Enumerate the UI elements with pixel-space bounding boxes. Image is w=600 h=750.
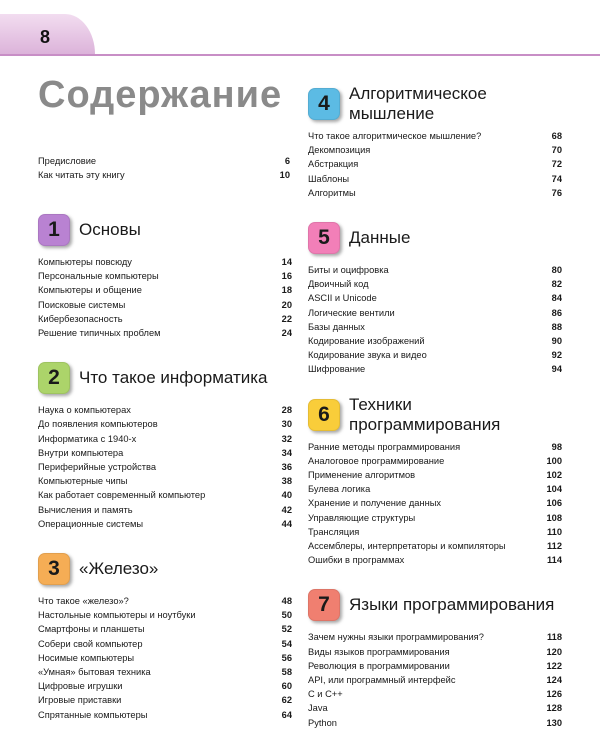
- toc-entry-label: Решение типичных проблем: [38, 328, 161, 339]
- toc-entry-page: 74: [551, 173, 562, 184]
- toc-entry-label: API, или программный интерфейс: [308, 675, 456, 686]
- toc-entry-page: 128: [546, 703, 562, 714]
- toc-entry-page: 32: [281, 433, 292, 444]
- toc-entry-label: Декомпозиция: [308, 145, 371, 156]
- toc-entry[interactable]: [308, 320, 562, 334]
- section-title: Что такое информатика: [79, 368, 268, 388]
- toc-entry-label: Виды языков программирования: [308, 646, 450, 657]
- toc-entry-label: Шифрование: [308, 364, 366, 375]
- toc-entry[interactable]: [308, 701, 562, 715]
- section-5: [308, 220, 562, 377]
- toc-entry-label: Наука о компьютерах: [38, 405, 131, 416]
- toc-entry[interactable]: [38, 269, 292, 283]
- toc-entry-page: 120: [546, 646, 562, 657]
- toc-entry-label: Цифровые игрушки: [38, 681, 123, 692]
- toc-entry-label: Java: [308, 703, 328, 714]
- toc-entry[interactable]: [308, 553, 562, 567]
- toc-entry-label: Ассемблеры, интерпретаторы и компиляторы: [308, 541, 506, 552]
- toc-entry-label: Вычисления и память: [38, 504, 133, 515]
- toc-entry[interactable]: [308, 129, 562, 143]
- toc-entry-label: Ошибки в программах: [308, 555, 405, 566]
- toc-entry[interactable]: [308, 525, 562, 539]
- toc-entry-label: Шаблоны: [308, 173, 350, 184]
- toc-entry-label: Аналоговое программирование: [308, 455, 445, 466]
- toc-entry-page: 14: [281, 257, 292, 267]
- toc-entry-page: 98: [551, 441, 562, 452]
- toc-entry[interactable]: [38, 326, 292, 340]
- toc-entry[interactable]: [308, 263, 562, 277]
- left-column: [38, 212, 292, 722]
- toc-entry-label: Спрятанные компьютеры: [38, 709, 148, 720]
- section-header[interactable]: [38, 551, 292, 587]
- toc-entry[interactable]: [38, 283, 292, 297]
- toc-entry-label: Двоичный код: [308, 279, 369, 290]
- toc-entry-page: 102: [546, 470, 562, 481]
- toc-entry-label: ASCII и Unicode: [308, 293, 377, 304]
- toc-entry[interactable]: [308, 172, 562, 186]
- toc-entry-label: Что такое алгоритмическое мышление?: [308, 131, 482, 141]
- toc-entry[interactable]: [38, 312, 292, 326]
- toc-entry-label: Python: [308, 717, 337, 728]
- toc-entry-label: Операционные системы: [38, 518, 144, 529]
- toc-entry-page: 82: [551, 279, 562, 290]
- toc-entry-label: «Умная» бытовая техника: [38, 667, 151, 678]
- toc-entry-page: 34: [281, 447, 292, 458]
- toc-entry-label: До появления компьютеров: [38, 419, 158, 430]
- toc-entry[interactable]: [38, 403, 292, 417]
- toc-entry-page: 6: [284, 156, 290, 166]
- toc-entry[interactable]: [38, 255, 292, 269]
- toc-entry-label: Ранние методы программирования: [308, 441, 461, 452]
- section-header[interactable]: [38, 212, 292, 248]
- toc-entry[interactable]: [308, 440, 562, 454]
- toc-entry-label: Биты и оцифровка: [308, 265, 389, 276]
- toc-entry-label: Компьютеры и общение: [38, 285, 142, 296]
- toc-entry-page: 100: [546, 455, 562, 466]
- toc-entry[interactable]: [308, 186, 562, 200]
- toc-entry-page: 56: [281, 652, 292, 663]
- toc-entry-label: Управляющие структуры: [308, 512, 416, 523]
- section-title: «Железо»: [79, 559, 159, 579]
- section-number-badge: 2: [38, 362, 70, 394]
- toc-entry[interactable]: [308, 277, 562, 291]
- toc-entry-page: 58: [281, 667, 292, 678]
- intro-list: [38, 154, 290, 182]
- toc-entry-label: Что такое «железо»?: [38, 596, 129, 607]
- section-1: [38, 212, 292, 340]
- section-title: Данные: [349, 228, 411, 248]
- toc-entry-page: 48: [281, 596, 292, 607]
- toc-entry-page: 130: [546, 717, 562, 728]
- toc-entry[interactable]: [38, 622, 292, 636]
- section-title: Языки программирования: [349, 595, 555, 615]
- section-number-badge: 4: [308, 88, 340, 120]
- toc-entry[interactable]: [308, 630, 562, 644]
- section-title: Техники программирования: [349, 394, 501, 434]
- toc-entry-label: Как работает современный компьютер: [38, 490, 206, 501]
- toc-entry-page: 110: [547, 526, 562, 537]
- toc-entry-page: 50: [281, 610, 292, 621]
- toc-entry-label: Собери свой компьютер: [38, 638, 143, 649]
- toc-entry-page: 36: [281, 462, 292, 473]
- section-4: [308, 86, 562, 200]
- toc-entry-label: Предисловие: [38, 156, 97, 166]
- toc-entry-page: 24: [281, 328, 292, 339]
- toc-entry-page: 68: [551, 131, 562, 141]
- toc-entry-label: Базы данных: [308, 321, 365, 332]
- toc-entry-label: Внутри компьютера: [38, 447, 124, 458]
- toc-entry-page: 18: [281, 285, 292, 296]
- toc-entry-label: Применение алгоритмов: [308, 470, 416, 481]
- section-number-badge: 7: [308, 589, 340, 621]
- toc-entry[interactable]: [308, 362, 562, 376]
- toc-entry[interactable]: [308, 348, 562, 362]
- toc-entry[interactable]: [38, 298, 292, 312]
- toc-entry-label: Смартфоны и планшеты: [38, 624, 145, 635]
- toc-entry[interactable]: [38, 474, 292, 488]
- toc-entry-page: 60: [281, 681, 292, 692]
- toc-entry-page: 114: [547, 555, 562, 566]
- toc-entry-label: Персональные компьютеры: [38, 271, 159, 282]
- toc-entry-page: 122: [546, 660, 562, 671]
- toc-entry-page: 88: [551, 321, 562, 332]
- toc-entry[interactable]: [308, 143, 562, 157]
- toc-entry-label: Настольные компьютеры и ноутбуки: [38, 610, 196, 621]
- toc-entry-page: 108: [546, 512, 562, 523]
- toc-entry-page: 90: [551, 336, 562, 347]
- toc-entry-label: Информатика с 1940-х: [38, 433, 137, 444]
- toc-entry-page: 94: [551, 364, 562, 375]
- toc-entry-page: 10: [279, 170, 290, 181]
- toc-entry-label: Кодирование звука и видео: [308, 350, 427, 361]
- toc-entry-page: 52: [281, 624, 292, 635]
- toc-entry-label: Зачем нужны языки программирования?: [308, 632, 484, 643]
- toc-entry-label: Кибербезопасность: [38, 313, 123, 324]
- toc-entry-label: Логические вентили: [308, 307, 395, 318]
- toc-entry[interactable]: [38, 679, 292, 693]
- toc-entry-page: 124: [546, 675, 562, 686]
- toc-entry-label: Кодирование изображений: [308, 336, 425, 347]
- toc-entry-page: 104: [546, 484, 562, 495]
- toc-entry[interactable]: [308, 482, 562, 496]
- toc-entry[interactable]: [308, 645, 562, 659]
- section-number-badge: 3: [38, 553, 70, 585]
- toc-entry[interactable]: [308, 454, 562, 468]
- toc-entry[interactable]: [38, 432, 292, 446]
- toc-entry[interactable]: [308, 511, 562, 525]
- toc-entry[interactable]: [38, 488, 292, 502]
- toc-entry-page: 84: [551, 293, 562, 304]
- toc-entry[interactable]: [308, 673, 562, 687]
- toc-entry[interactable]: [38, 651, 292, 665]
- toc-entry[interactable]: [308, 687, 562, 701]
- toc-entry-label: Трансляция: [308, 526, 360, 537]
- toc-entry[interactable]: [38, 693, 292, 707]
- toc-entry[interactable]: [38, 460, 292, 474]
- section-title: Основы: [79, 220, 141, 239]
- toc-entry-label: Компьютеры повсюду: [38, 257, 132, 267]
- toc-entry-page: 28: [281, 405, 292, 416]
- right-column: [308, 86, 562, 730]
- toc-entry[interactable]: [38, 637, 292, 651]
- toc-entry-label: Революция в программировании: [308, 660, 450, 671]
- toc-entry-page: 106: [546, 498, 562, 509]
- section-7: [308, 587, 562, 729]
- toc-entry-page: 54: [281, 638, 292, 649]
- toc-entry-label: Периферийные устройства: [38, 462, 157, 473]
- toc-entry-page: 44: [281, 518, 292, 529]
- toc-entry-label: Абстракция: [308, 159, 359, 170]
- toc-entry-page: 86: [551, 307, 562, 318]
- section-number-badge: 5: [308, 222, 340, 254]
- toc-entry[interactable]: [38, 708, 292, 722]
- toc-entry[interactable]: [308, 334, 562, 348]
- toc-entry-label: Носимые компьютеры: [38, 652, 135, 663]
- section-header[interactable]: [308, 394, 562, 434]
- header-rule: [0, 54, 600, 56]
- section-number-badge: 6: [308, 399, 340, 431]
- toc-entry-label: Поисковые системы: [38, 299, 126, 310]
- section-title: Алгоритмическое мышление: [349, 84, 487, 123]
- section-header[interactable]: [38, 360, 292, 396]
- toc-entry-page: 62: [281, 695, 292, 706]
- toc-entry-page: 80: [551, 265, 562, 276]
- toc-entry[interactable]: [308, 716, 562, 730]
- toc-entry[interactable]: [308, 306, 562, 320]
- toc-entry-page: 118: [547, 632, 562, 643]
- toc-entry[interactable]: [38, 608, 292, 622]
- toc-entry[interactable]: [308, 291, 562, 305]
- toc-entry-page: 20: [281, 299, 292, 310]
- toc-entry-label: Хранение и получение данных: [308, 498, 442, 509]
- toc-entry[interactable]: [38, 417, 292, 431]
- page-number: 8: [40, 27, 51, 47]
- section-header[interactable]: [308, 587, 562, 623]
- toc-entry-label: Алгоритмы: [308, 187, 356, 198]
- toc-entry[interactable]: [38, 503, 292, 517]
- toc-entry[interactable]: [308, 468, 562, 482]
- toc-entry-page: 22: [281, 313, 292, 324]
- section-3: [38, 551, 292, 722]
- toc-entry-label: Компьютерные чипы: [38, 476, 128, 487]
- toc-entry-page: 92: [551, 350, 562, 361]
- page-title: Содержание: [38, 74, 283, 116]
- toc-entry-page: 42: [281, 504, 292, 515]
- toc-entry-label: Игровые приставки: [38, 695, 122, 706]
- toc-entry[interactable]: [308, 539, 562, 553]
- toc-entry[interactable]: [308, 496, 562, 510]
- toc-entry-page: 64: [281, 709, 292, 720]
- toc-entry[interactable]: [38, 154, 290, 168]
- toc-entry-page: 126: [546, 689, 562, 700]
- toc-entry-page: 72: [551, 159, 562, 170]
- section-header[interactable]: [308, 220, 562, 256]
- toc-entry-page: 70: [551, 145, 562, 156]
- toc-entry-page: 112: [547, 541, 562, 552]
- toc-entry[interactable]: [38, 594, 292, 608]
- toc-entry-label: С и С++: [308, 689, 343, 700]
- toc-entry[interactable]: [38, 665, 292, 679]
- toc-entry-page: 16: [281, 271, 292, 282]
- toc-entry[interactable]: [38, 446, 292, 460]
- toc-entry-page: 40: [281, 490, 292, 501]
- toc-entry[interactable]: [38, 168, 290, 182]
- toc-entry[interactable]: [308, 659, 562, 673]
- toc-entry-page: 76: [551, 187, 562, 198]
- toc-entry-label: Булева логика: [308, 484, 371, 495]
- toc-entry-label: Как читать эту книгу: [38, 170, 125, 181]
- toc-entry[interactable]: [308, 157, 562, 171]
- section-6: [308, 394, 562, 568]
- section-header[interactable]: [308, 86, 562, 122]
- section-2: [38, 360, 292, 531]
- toc-entry-page: 38: [281, 476, 292, 487]
- toc-entry-page: 30: [281, 419, 292, 430]
- toc-entry[interactable]: [38, 517, 292, 531]
- section-number-badge: 1: [38, 214, 70, 246]
